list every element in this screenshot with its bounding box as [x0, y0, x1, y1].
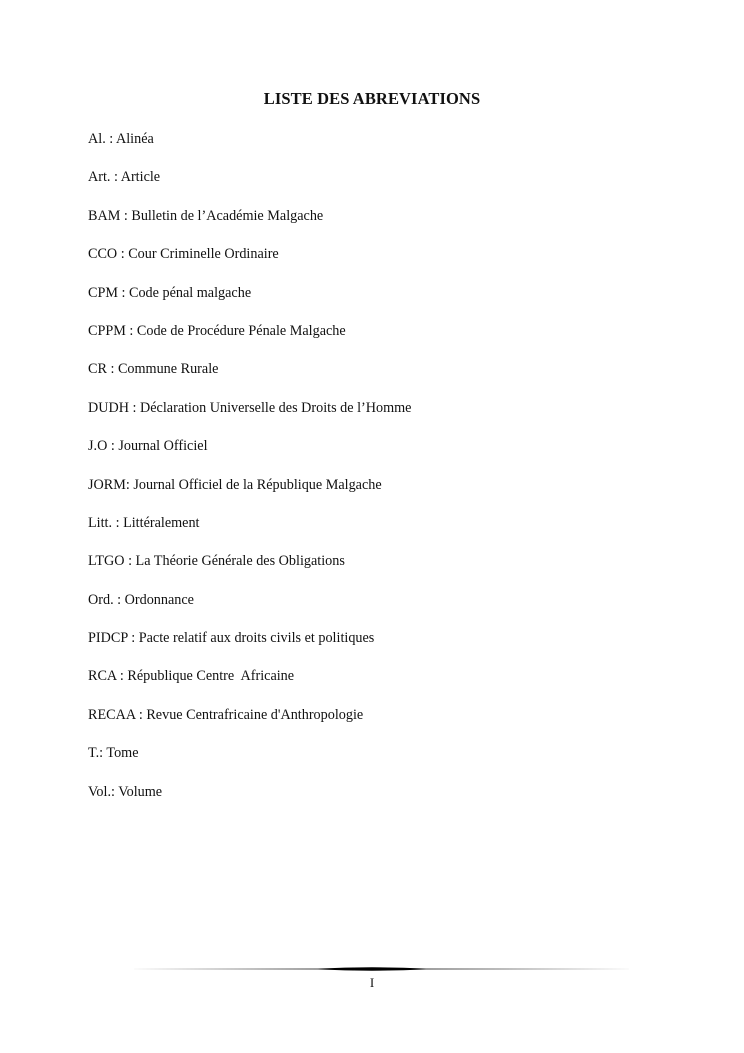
abbreviation-item: RCA : République Centre Africaine [88, 668, 295, 685]
page-title: LISTE DES ABREVIATIONS [263, 89, 481, 108]
page-number: I [369, 975, 375, 990]
abbreviation-item: PIDCP : Pacte relatif aux droits civils et politiques [88, 630, 375, 647]
abbreviation-item: T.: Tome [88, 745, 139, 762]
footer-divider [98, 963, 646, 975]
abbreviation-list [88, 131, 411, 822]
abbreviation-item: CCO : Cour Criminelle Ordinaire [88, 246, 279, 263]
abbreviation-item: Ord. : Ordonnance [88, 591, 194, 608]
abbreviation-item: CPPM : Code de Procédure Pénale Malgache [88, 322, 346, 339]
abbreviation-item: JORM: Journal Officiel de la République Malgache [88, 476, 382, 493]
abbreviation-item: Al. : Alinéa [88, 131, 154, 147]
abbreviation-item: LTGO : La Théorie Générale des Obligations [88, 553, 345, 570]
abbreviation-item: BAM : Bulletin de l’Académie Malgache [88, 207, 324, 224]
abbreviation-item: DUDH : Déclaration Universelle des Droits de l’Homme [88, 399, 412, 416]
abbreviation-item: J.O : Journal Officiel [88, 438, 208, 455]
abbreviation-item: Vol.: Volume [88, 783, 163, 800]
abbreviation-item: Art. : Article [88, 169, 161, 186]
abbreviation-item: Litt. : Littéralement [88, 514, 200, 531]
abbreviation-item: CPM : Code pénal malgache [88, 284, 252, 301]
abbreviation-item: CR : Commune Rurale [88, 361, 219, 378]
abbreviation-item: RECAA : Revue Centrafricaine d'Anthropologie [88, 706, 364, 723]
